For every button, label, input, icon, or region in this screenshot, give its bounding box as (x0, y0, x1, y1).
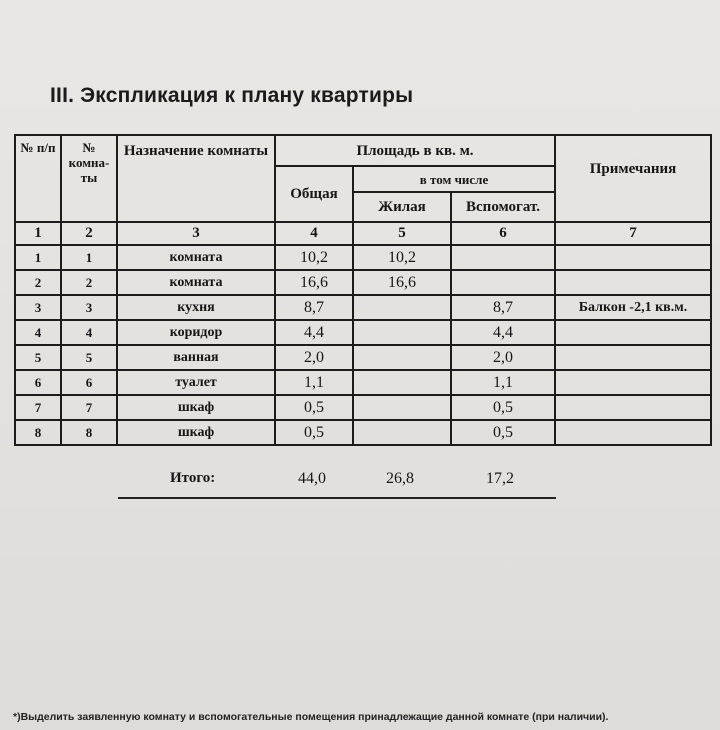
column-number: 4 (275, 222, 353, 245)
room-name: коридор (117, 320, 275, 345)
totals-label: Итого: (170, 470, 216, 486)
explication-table (14, 134, 712, 446)
living-area-cell: 16,6 (353, 270, 451, 295)
room-number: 5 (61, 345, 117, 370)
room-name: шкаф (117, 395, 275, 420)
note-cell (555, 370, 711, 395)
living-area-cell (353, 395, 451, 420)
note-cell (555, 320, 711, 345)
header-room-number (61, 135, 117, 222)
table-row (15, 270, 711, 295)
room-name: шкаф (117, 420, 275, 445)
room-number: 8 (61, 420, 117, 445)
note-cell (555, 345, 711, 370)
header-row-1 (15, 135, 711, 166)
row-number: 1 (15, 245, 61, 270)
living-area-cell (353, 420, 451, 445)
living-area-cell: 10,2 (353, 245, 451, 270)
header-notes: Примечания (555, 135, 711, 222)
row-number: 7 (15, 395, 61, 420)
totals-living-area: 26,8 (386, 470, 414, 487)
total-area-cell: 0,5 (275, 420, 353, 445)
row-number: 5 (15, 345, 61, 370)
table-row (15, 245, 711, 270)
aux-area-cell: 0,5 (451, 420, 555, 445)
total-area-cell: 8,7 (275, 295, 353, 320)
note-cell (555, 395, 711, 420)
header-row-number (15, 135, 61, 222)
room-number: 3 (61, 295, 117, 320)
room-name: комната (117, 245, 275, 270)
header-living-area: Жилая (353, 192, 451, 222)
totals-total-area: 44,0 (298, 470, 326, 487)
room-name: туалет (117, 370, 275, 395)
totals-underline (118, 497, 556, 499)
total-area-cell: 10,2 (275, 245, 353, 270)
header-auxiliary-area: Вспомогат. (451, 192, 555, 222)
row-number: 3 (15, 295, 61, 320)
column-number: 1 (15, 222, 61, 245)
aux-area-cell: 4,4 (451, 320, 555, 345)
table-row (15, 320, 711, 345)
row-number: 6 (15, 370, 61, 395)
column-number: 3 (117, 222, 275, 245)
aux-area-cell (451, 270, 555, 295)
room-name: ванная (117, 345, 275, 370)
totals-aux-area: 17,2 (486, 470, 514, 487)
room-number: 6 (61, 370, 117, 395)
column-number: 7 (555, 222, 711, 245)
note-cell (555, 420, 711, 445)
table-row (15, 395, 711, 420)
header-area-group: Площадь в кв. м. (275, 135, 555, 166)
total-area-cell: 4,4 (275, 320, 353, 345)
table-row (15, 295, 711, 320)
room-name: комната (117, 270, 275, 295)
room-number: 7 (61, 395, 117, 420)
note-cell: Балкон -2,1 кв.м. (555, 295, 711, 320)
total-area-cell: 16,6 (275, 270, 353, 295)
footnote: *)Выделить заявленную комнату и вспомогательные помещения принадлежащие данной комнате (при наличии). (13, 711, 609, 723)
column-number: 2 (61, 222, 117, 245)
living-area-cell (353, 295, 451, 320)
living-area-cell (353, 320, 451, 345)
row-number: 8 (15, 420, 61, 445)
aux-area-cell: 2,0 (451, 345, 555, 370)
total-area-cell: 0,5 (275, 395, 353, 420)
room-name: кухня (117, 295, 275, 320)
table-row (15, 420, 711, 445)
aux-area-cell: 8,7 (451, 295, 555, 320)
column-numbers-row (15, 222, 711, 245)
page-title: III. Экспликация к плану квартиры (50, 84, 414, 107)
note-cell (555, 245, 711, 270)
living-area-cell (353, 370, 451, 395)
row-number: 2 (15, 270, 61, 295)
table-row (15, 345, 711, 370)
aux-area-cell: 0,5 (451, 395, 555, 420)
aux-area-cell: 1,1 (451, 370, 555, 395)
column-number: 6 (451, 222, 555, 245)
living-area-cell (353, 345, 451, 370)
total-area-cell: 1,1 (275, 370, 353, 395)
note-cell (555, 270, 711, 295)
room-number: 2 (61, 270, 117, 295)
header-room-purpose-text: Назначение комнаты (123, 143, 269, 159)
header-total-area: Общая (275, 166, 353, 222)
room-number: 1 (61, 245, 117, 270)
column-number: 5 (353, 222, 451, 245)
header-including: в том числе (353, 166, 555, 192)
row-number: 4 (15, 320, 61, 345)
room-number: 4 (61, 320, 117, 345)
header-room-purpose (117, 135, 275, 222)
total-area-cell: 2,0 (275, 345, 353, 370)
aux-area-cell (451, 245, 555, 270)
header-row-number-text: № п/п (20, 140, 56, 155)
table-row (15, 370, 711, 395)
header-room-number-text: № комна-ты (68, 140, 110, 185)
